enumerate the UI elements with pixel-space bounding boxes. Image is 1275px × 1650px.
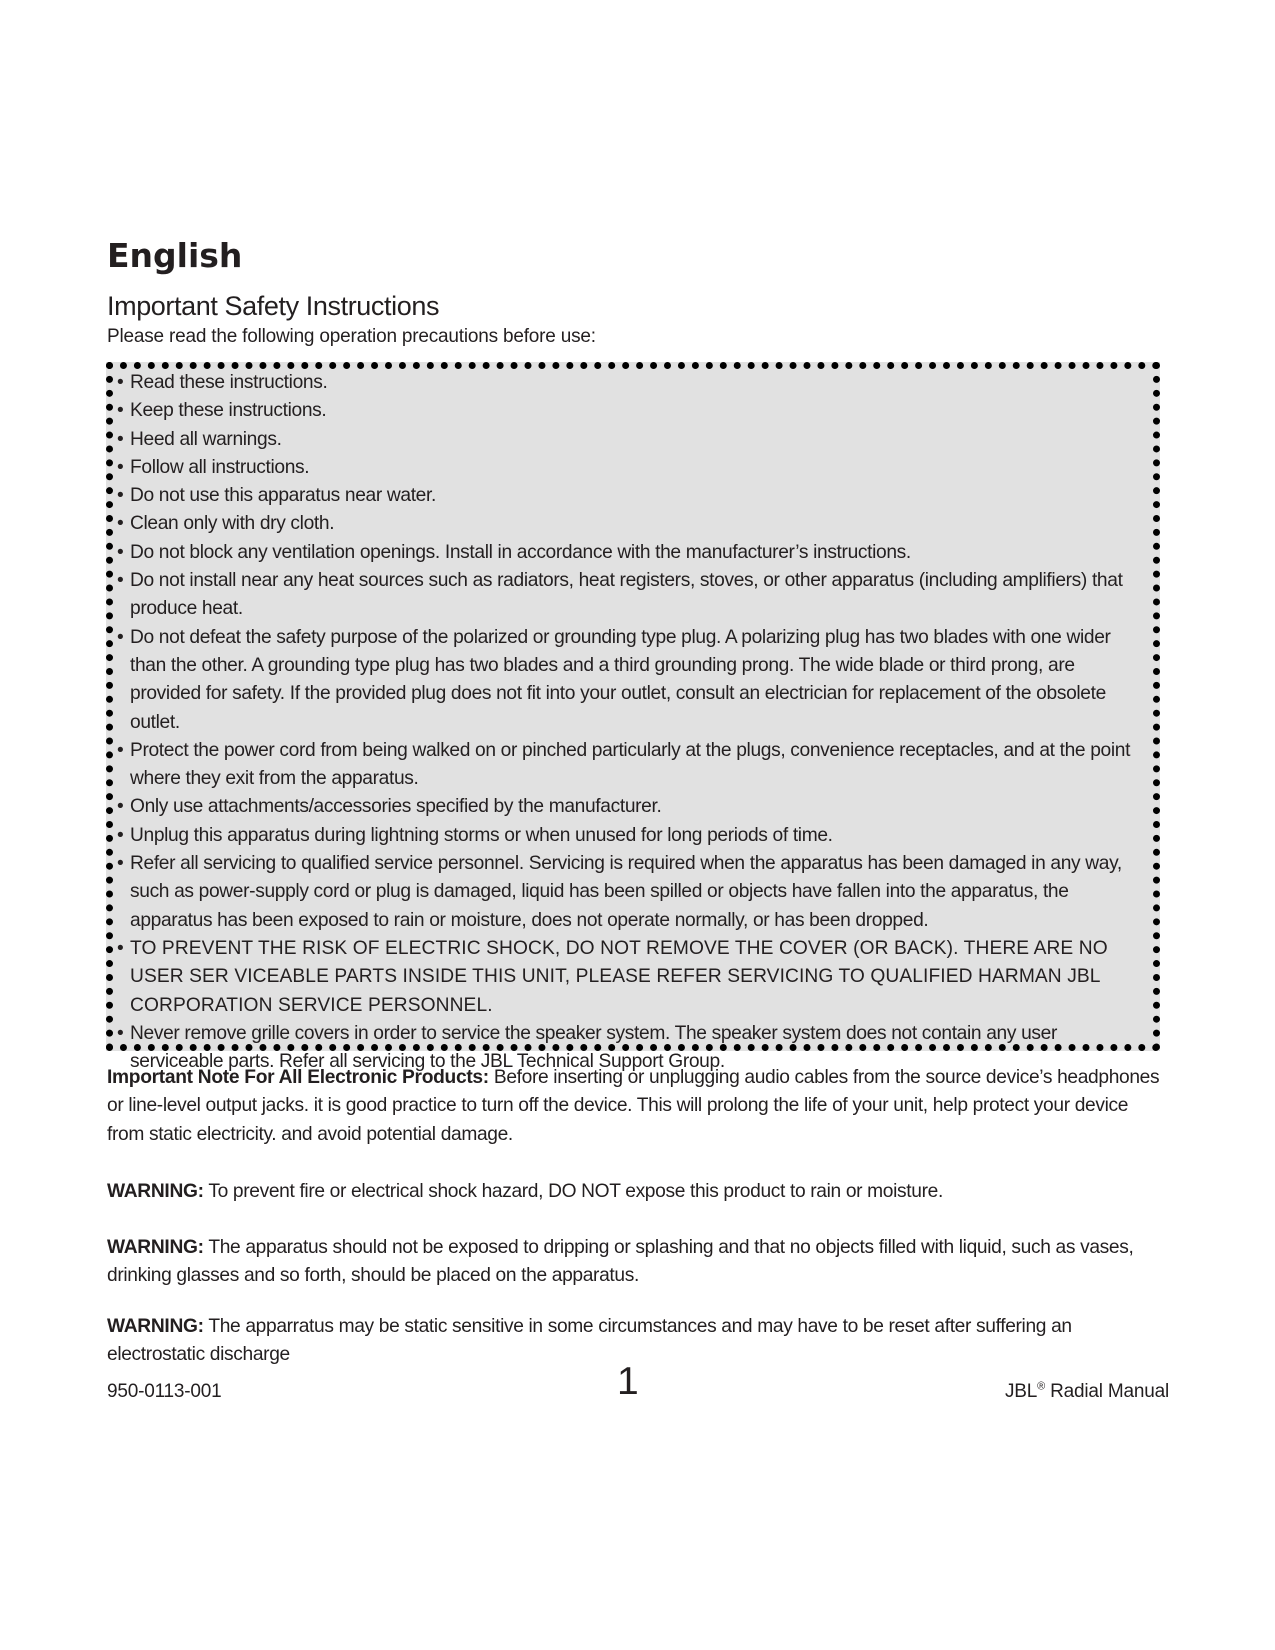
safety-instructions-list (117, 369, 1145, 1076)
safety-item (117, 737, 1145, 794)
bullet-icon: • (117, 456, 124, 478)
manual-page (107, 0, 1167, 1650)
safety-item-text: Keep these instructions. (130, 400, 327, 422)
registered-mark: ® (1037, 1380, 1046, 1393)
footer-manual-title (1005, 1380, 1169, 1404)
safety-item-text: Never remove grille covers in order to service the speaker system. The speaker system does not contain any user serviceable parts. Refer all servicing to the JBL Technical Support Group. (130, 1022, 1057, 1073)
safety-item (117, 935, 1145, 1020)
safety-item-text: Do not defeat the safety purpose of the polarized or grounding type plug. A polarizing plug has two blades with one wider than the other. A grounding type plug has two blades and a third grounding prong. The wide blade or third prong, are provided for safety. If the provided plug does not fit into your outlet, consult an electrician for replacement of the obsolete outlet. (130, 626, 1111, 733)
bullet-icon: • (117, 400, 124, 422)
safety-item (117, 454, 1145, 482)
safety-item (117, 567, 1145, 624)
safety-item (117, 822, 1145, 850)
safety-item-text: Only use attachments/accessories specified by the manufacturer. (130, 796, 662, 818)
safety-item-text: TO PREVENT THE RISK OF ELECTRIC SHOCK, DO NOT REMOVE THE COVER (OR BACK). THERE ARE NO USER SER VICEABLE PARTS INSIDE THIS UNIT, PLEASE REFER SERVICING TO QUALIFIED HARMAN JBL CORPORATION SERVICE PERSONNEL. (130, 937, 1108, 1016)
bullet-icon: • (117, 570, 124, 592)
safety-item (117, 850, 1145, 935)
warning-label: WARNING: (107, 1237, 204, 1258)
safety-item (117, 369, 1145, 397)
warning-text: The apparatus should not be exposed to dripping or splashing and that no objects filled with liquid, such as vases, drinking glasses and so forth, should be placed on the apparatus. (107, 1237, 1134, 1287)
safety-item (117, 510, 1145, 538)
safety-item-text: Unplug this apparatus during lightning storms or when unused for long periods of time. (130, 824, 833, 846)
bullet-icon: • (117, 1022, 124, 1044)
safety-item (117, 539, 1145, 567)
footer-part-number: 950-0113-001 (107, 1381, 222, 1402)
footer-brand: JBL (1005, 1381, 1038, 1402)
bullet-icon: • (117, 428, 124, 450)
warning-text: The apparratus may be static sensitive in some circumstances and may have to be reset after suffering an electrostatic discharge (107, 1316, 1072, 1366)
note-label: Important Note For All Electronic Products: (107, 1067, 489, 1088)
bullet-icon: • (117, 739, 124, 761)
safety-item-text: Heed all warnings. (130, 428, 282, 450)
warning-text: To prevent fire or electrical shock hazard, DO NOT expose this product to rain or moisture. (203, 1181, 943, 1202)
bullet-icon: • (117, 541, 124, 563)
safety-item-text: Do not block any ventilation openings. Install in accordance with the manufacturer’s instructions. (130, 541, 911, 563)
safety-item (117, 624, 1145, 737)
bullet-icon: • (117, 626, 124, 648)
bullet-icon: • (117, 853, 124, 875)
bullet-icon: • (117, 372, 124, 393)
warning-dripping (107, 1234, 1167, 1291)
warning-label: WARNING: (107, 1316, 204, 1337)
warning-fire-shock (107, 1178, 1167, 1206)
bullet-icon: • (117, 824, 124, 846)
section-title: Important Safety Instructions (107, 291, 440, 321)
footer-page-number: 1 (617, 1360, 639, 1403)
bullet-icon: • (117, 513, 124, 535)
safety-item-text: Do not install near any heat sources such as radiators, heat registers, stoves, or other apparatus (including amplifiers) that produce heat. (130, 570, 1123, 620)
safety-item-text: Do not use this apparatus near water. (130, 485, 436, 507)
safety-item-text: Read these instructions. (130, 372, 328, 393)
safety-item (117, 397, 1145, 425)
footer-manual-name: Radial Manual (1045, 1381, 1169, 1402)
section-intro: Please read the following operation precautions before use: (107, 326, 596, 347)
note-text: Before inserting or unplugging audio cables from the source device’s headphones or line-level output jacks. it is good practice to turn off the device. This will prolong the life of your unit, help protect your device from static electricity. and avoid potential damage. (107, 1067, 1160, 1145)
safety-item-text: Clean only with dry cloth. (130, 513, 335, 535)
bullet-icon: • (117, 485, 124, 507)
safety-item (117, 426, 1145, 454)
language-heading: English (107, 236, 243, 275)
safety-item-text: Protect the power cord from being walked on or pinched particularly at the plugs, convenience receptacles, and at the point where they exit from the apparatus. (130, 739, 1131, 790)
safety-item-text: Refer all servicing to qualified service personnel. Servicing is required when the apparatus has been damaged in any way, such as power-supply cord or plug is damaged, liquid has been spilled or objects have fallen into the apparatus, the apparatus has been exposed to rain or moisture, does not operate normally, or has been dropped. (130, 853, 1122, 931)
bullet-icon: • (117, 937, 124, 959)
bullet-icon: • (117, 796, 124, 818)
safety-item-text: Follow all instructions. (130, 456, 310, 478)
safety-item (117, 482, 1145, 510)
electronic-products-note (107, 1064, 1167, 1149)
warning-label: WARNING: (107, 1181, 204, 1202)
safety-instructions-box (106, 362, 1160, 1073)
safety-item (117, 793, 1145, 821)
